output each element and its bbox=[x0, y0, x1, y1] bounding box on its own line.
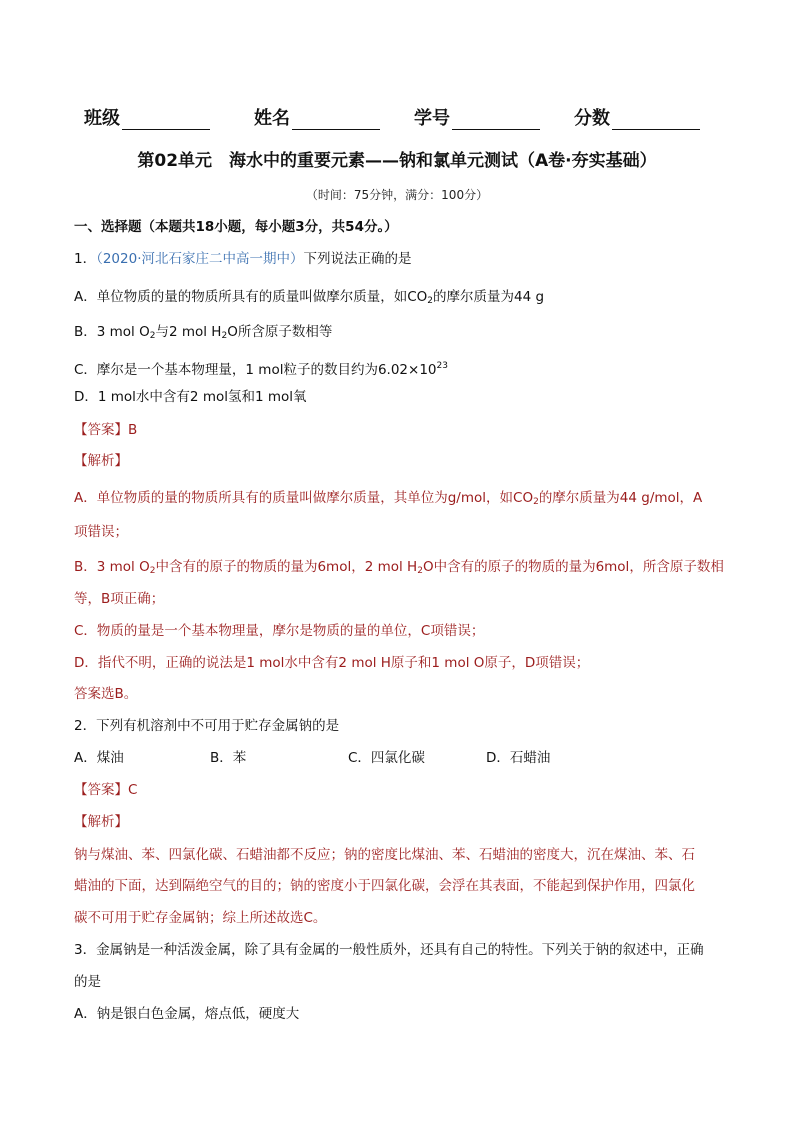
class-field[interactable] bbox=[84, 104, 254, 130]
student-id-blank[interactable] bbox=[452, 109, 540, 130]
question-2-option-b: B．苯 bbox=[210, 750, 247, 766]
score-blank[interactable] bbox=[612, 109, 700, 130]
question-1-conclusion: 答案选B。 bbox=[74, 686, 138, 702]
class-blank[interactable] bbox=[122, 109, 210, 130]
question-1-analysis-a-cont: 项错误； bbox=[74, 524, 128, 540]
question-1-analysis-d: D．指代不明，正确的说法是1 mol水中含有2 mol H原子和1 mol O原子，D项错误； bbox=[74, 655, 590, 671]
question-1-text: 下列说法正确的是 bbox=[303, 251, 412, 267]
section-heading: 一、选择题（本题共18小题，每小题3分，共54分。） bbox=[74, 219, 398, 235]
question-1-source: （2020·河北石家庄二中高一期中） bbox=[96, 251, 304, 267]
score-field[interactable] bbox=[574, 104, 714, 130]
question-2-answer: 【答案】C bbox=[74, 782, 138, 798]
question-3-stem-line: 的是 bbox=[74, 974, 101, 990]
student-id-label: 学号 bbox=[414, 108, 450, 129]
question-1-number: 1． bbox=[74, 251, 97, 267]
question-2-analysis-line: 碳不可用于贮存金属钠；综上所述故选C。 bbox=[74, 910, 327, 926]
question-1-option-d: D．1 mol水中含有2 mol氢和1 mol氧 bbox=[74, 389, 307, 405]
class-label: 班级 bbox=[84, 108, 120, 129]
question-2-option-d: D．石蜡油 bbox=[486, 750, 551, 766]
question-1-analysis-b: B．3 mol $O_2$中含有的原子的物质的量为6mol，2 mol $H_2O$中含有的原子的物质的量为6mol，所含原子数相 bbox=[74, 559, 724, 576]
question-2-analysis-line: 钠与煤油、苯、四氯化碳、石蜡油都不反应；钠的密度比煤油、苯、石蜡油的密度大，沉在煤油、苯、石 bbox=[74, 847, 695, 863]
question-2-option-a: A．煤油 bbox=[74, 750, 124, 766]
question-1-stem bbox=[74, 250, 412, 268]
student-id-field[interactable] bbox=[414, 104, 574, 130]
question-1-analysis-c: C．物质的量是一个基本物理量，摩尔是物质的量的单位，C项错误； bbox=[74, 623, 485, 639]
question-2-stem: 2．下列有机溶剂中不可用于贮存金属钠的是 bbox=[74, 718, 340, 734]
score-label: 分数 bbox=[574, 108, 610, 129]
question-1-option-c: C．摩尔是一个基本物理量，1 mol粒子的数目约为$6.02\times 10^{23}$ bbox=[74, 361, 448, 378]
name-label: 姓名 bbox=[254, 108, 290, 129]
student-info-line bbox=[84, 104, 724, 130]
question-2-analysis-line: 蜡油的下面，达到隔绝空气的目的；钠的密度小于四氯化碳，会浮在其表面，不能起到保护作用，四氯化 bbox=[74, 878, 695, 894]
exam-time-info: （时间：75分钟，满分：100分） bbox=[305, 188, 489, 202]
question-2-analysis-title: 【解析】 bbox=[74, 814, 128, 830]
question-1-analysis-b-cont: 等，B项正确； bbox=[74, 591, 165, 607]
question-1-analysis-title: 【解析】 bbox=[74, 453, 128, 469]
name-field[interactable] bbox=[254, 104, 414, 130]
question-3-option-a: A．钠是银白色金属，熔点低，硬度大 bbox=[74, 1006, 300, 1022]
question-1-analysis-a: A．单位物质的量的物质所具有的质量叫做摩尔质量，其单位为g/mol，如$CO_2$的摩尔质量为44 g/mol，A bbox=[74, 490, 703, 507]
question-1-option-a: A．单位物质的量的物质所具有的质量叫做摩尔质量，如$CO_2$的摩尔质量为44 g bbox=[74, 289, 545, 306]
question-3-stem-line: 3．金属钠是一种活泼金属，除了具有金属的一般性质外，还具有自己的特性。下列关于钠的叙述中，正确 bbox=[74, 942, 704, 958]
question-1-option-b: B．3 mol $O_2$与2 mol $H_2O$所含原子数相等 bbox=[74, 324, 333, 341]
name-blank[interactable] bbox=[292, 109, 380, 130]
question-1-answer: 【答案】B bbox=[74, 422, 138, 438]
page-title: 第02单元 海水中的重要元素——钠和氯单元测试（A卷·夯实基础） bbox=[137, 151, 657, 171]
question-2-option-c: C．四氯化碳 bbox=[348, 750, 425, 766]
